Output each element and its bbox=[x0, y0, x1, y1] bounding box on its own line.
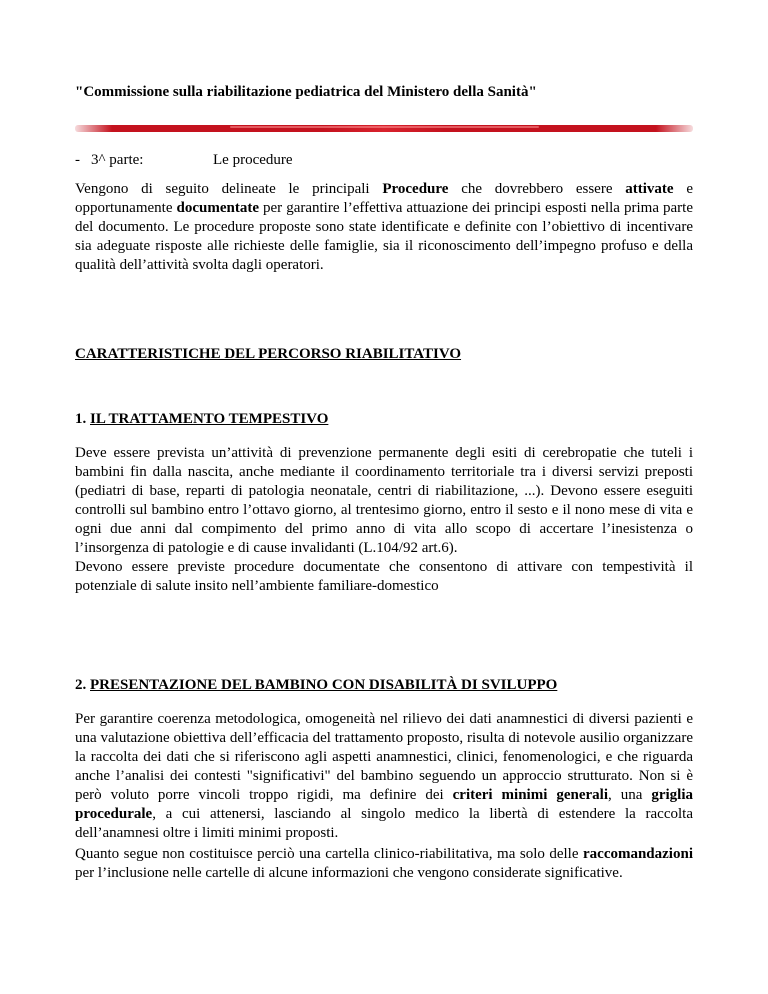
section1-paragraph-1: Deve essere prevista un’attività di prevenzione permanente degli esiti di cerebropatie che tuteli i bambini fin dalla nascita, anche mediante il coordinamento territoriale tra i diversi servizi preposti (pediatri di base, reparti di patologia neonatale, centri di riabilitazione, ...). Devono essere eseguiti controlli sul bambino entro l’ottavo giorno, al trentesimo giorno, entro il sesto e il nono mese di vita e ogni due anni dal compimento del primo anno di vita allo scopo di accertare l’inesistenza o l’insorgenza di patologie e di cause invalidanti (L.104/92 art.6). bbox=[75, 445, 693, 556]
red-divider bbox=[75, 125, 693, 132]
part-number: 3^ parte: bbox=[91, 152, 144, 168]
intro-paragraph: Vengono di seguito delineate le principali Procedure che dovrebbero essere attivate e opportunamente documentate per garantire l’effettiva attuazione dei principi esposti nella prima parte del documento. Le procedure proposte sono state identificate e definite con l’obiettivo di incentivare sia adeguate risposte alle richieste delle famiglie, sia il riconoscimento dell’impegno profuso e della qualità dell’attività svolta dagli operatori. bbox=[75, 181, 693, 273]
section2-title: PRESENTAZIONE DEL BAMBINO CON DISABILITÀ DI SVILUPPO bbox=[90, 677, 558, 693]
bold-griglia: griglia procedurale bbox=[75, 787, 693, 822]
bold-procedure: Procedure bbox=[382, 181, 449, 197]
section2-paragraph-2: Quanto segue non costituisce perciò una cartella clinico-riabilitativa, ma solo delle raccomandazioni per l’inclusione nelle cartelle di alcune informazioni che vengono considerate significative. bbox=[75, 846, 693, 881]
section2-heading bbox=[75, 676, 557, 695]
section1-heading bbox=[75, 410, 328, 429]
section-heading: CARATTERISTICHE DEL PERCORSO RIABILITATIVO bbox=[75, 346, 462, 362]
section1-title: IL TRATTAMENTO TEMPESTIVO bbox=[90, 411, 329, 427]
document-title: "Commissione sulla riabilitazione pediatrica del Ministero della Sanità" bbox=[75, 84, 537, 100]
bold-attivate: attivate bbox=[625, 181, 674, 197]
section2-number: 2. bbox=[75, 677, 90, 693]
bold-raccomandazioni: raccomandazioni bbox=[583, 846, 693, 862]
section1-number: 1. bbox=[75, 411, 90, 427]
section2-paragraph-1: Per garantire coerenza metodologica, omogeneità nel rilievo dei dati anamnestici di diversi pazienti e una valutazione obiettiva dell’efficacia del trattamento proposto, risulta di notevole ausilio organizzare la raccolta dei dati che si riferiscono agli aspetti anamnestici, clinici, fenomenologici, e che riguarda anche l’analisi dei contesti "significativi" del bambino seguendo un approccio strutturato. Non si è però voluto porre vincoli troppo rigidi, ma definire dei criteri minimi generali, una griglia procedurale, a cui attenersi, lasciando al singolo medico la libertà di estendere la raccolta dell’anamnesi oltre i limiti minimi proposti. bbox=[75, 711, 693, 841]
bold-documentate: documentate bbox=[176, 200, 259, 216]
bold-criteri: criteri minimi generali bbox=[452, 787, 608, 803]
part-label: Le procedure bbox=[213, 152, 293, 168]
list-bullet: - bbox=[75, 152, 80, 168]
section1-paragraph-2: Devono essere previste procedure documentate che consentono di attivare con tempestività il potenziale di salute insito nell’ambiente familiare-domestico bbox=[75, 559, 693, 594]
